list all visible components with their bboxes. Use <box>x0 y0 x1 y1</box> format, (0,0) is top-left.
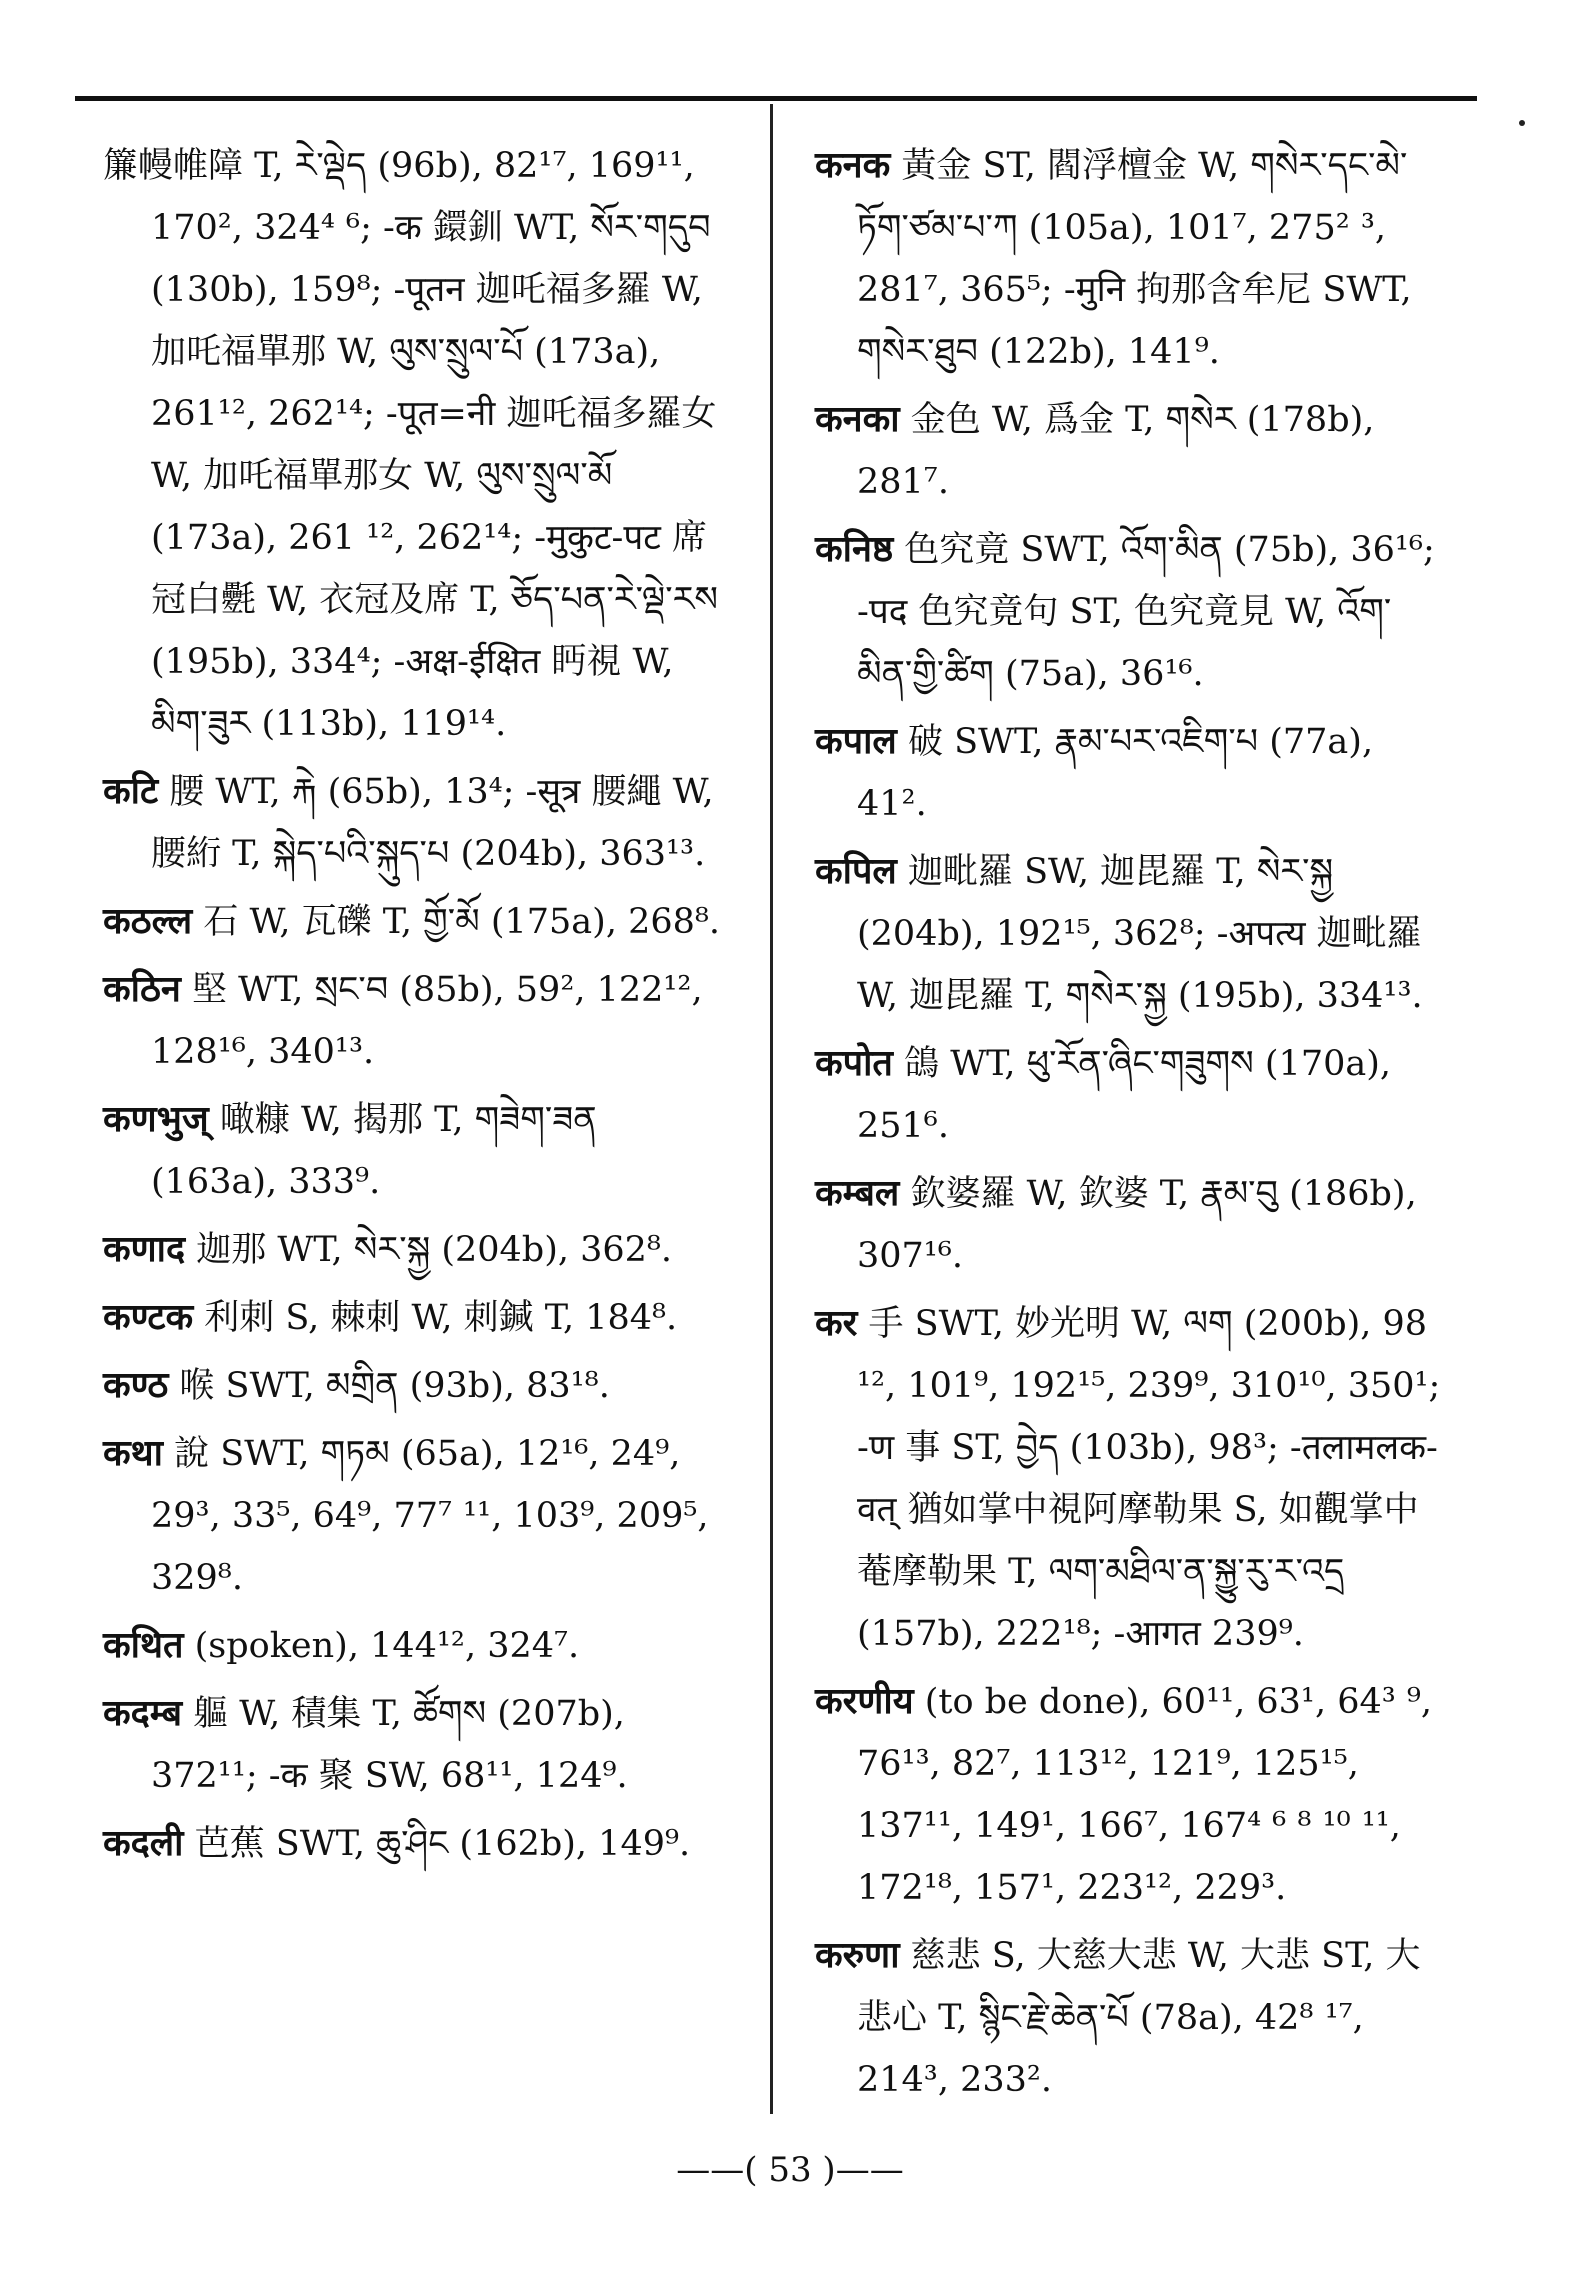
dictionary-entry <box>815 519 1445 705</box>
dictionary-entry <box>103 1423 733 1609</box>
entry-text: 金色 W, 爲金 T, གསེར (178b), 281⁷. <box>857 400 1375 502</box>
entry-text: 破 SWT, རྣམ་པར་འཇིག་པ (77a), 41². <box>857 722 1374 824</box>
dictionary-entry <box>103 1813 733 1875</box>
entry-text: 黃金 ST, 閻浮檀金 W, གསེར་དང་མེ་ཏོག་ཙམ་པ་ཀ (105a), 101⁷, 275² ³, 281⁷, 365⁵; -मुनि 拘那含牟尼 SWT, གསེར་ཐུབ (122b), 141⁹. <box>857 146 1412 372</box>
dictionary-entry <box>103 891 733 953</box>
dictionary-entry <box>103 1089 733 1213</box>
entry-headword: कथित <box>103 1625 184 1666</box>
entry-text: (spoken), 144¹², 324⁷. <box>183 1626 580 1666</box>
speck-mark <box>1519 120 1525 126</box>
entry-headword: कनका <box>815 399 900 440</box>
dictionary-entry <box>103 1683 733 1807</box>
entry-text: 利刺 S, 棘刺 W, 刺鍼 T, 184⁸. <box>193 1298 678 1338</box>
page-number: ——( 53 )—— <box>676 2150 904 2190</box>
dictionary-entry <box>815 711 1445 835</box>
entry-headword: कदली <box>103 1823 184 1864</box>
entry-headword: कम्बल <box>815 1173 900 1214</box>
dictionary-entry <box>103 1355 733 1417</box>
dictionary-entry <box>815 1925 1445 2111</box>
entry-text: 欽婆羅 W, 欽婆 T, རྣམ་བུ (186b), 307¹⁶. <box>857 1174 1417 1276</box>
entry-text: 石 W, 瓦礫 T, གྱོ་མོ (175a), 268⁸. <box>192 902 721 942</box>
dictionary-entry <box>103 1287 733 1349</box>
entry-text: 噉糠 W, 揭那 T, གཟེག་ཟན (163a), 333⁹. <box>151 1100 597 1202</box>
entry-text: 鴿 WT, ཕུ་རོན་ཞིང་གཟུགས (170a), 251⁶. <box>857 1044 1392 1146</box>
entry-headword: कदम्ब <box>103 1693 183 1734</box>
entry-text: 腰 WT, རྐེ (65b), 13⁴; -सूत्र 腰繩 W, 腰絎 T, སྐེད་པའི་སྐུད་པ (204b), 363¹³. <box>151 772 714 874</box>
entry-headword: कनिष्ठ <box>815 529 894 570</box>
dictionary-entry <box>103 761 733 885</box>
entry-headword: कठिन <box>103 969 181 1010</box>
entry-headword: कथा <box>103 1433 163 1474</box>
entry-headword: कण्टक <box>103 1297 194 1338</box>
dictionary-entry <box>103 135 733 755</box>
entry-text: 芭蕉 SWT, ཆུ་ཤིང (162b), 149⁹. <box>183 1824 691 1864</box>
entry-text: 喉 SWT, མགྲིན (93b), 83¹⁸. <box>168 1366 610 1406</box>
dictionary-entry <box>815 1671 1445 1919</box>
entry-headword: कर <box>815 1303 858 1344</box>
right-column <box>815 135 1445 2117</box>
entry-text: 迦那 WT, སེར་སྐྱ (204b), 362⁸. <box>185 1230 673 1270</box>
entry-headword: कणाद <box>103 1229 186 1270</box>
entry-text: 手 SWT, 妙光明 W, ལག (200b), 98 ¹², 101⁹, 192¹⁵, 239⁹, 310¹⁰, 350¹; -ण 事 ST, བྱེད (103b), 98³; -तलामलक-वत् 猶如掌中視阿摩勒果 S, 如觀掌中菴摩勒果 T, ལག་མཐིལ་ན་སྐྱུ་རུ་ར་འདྲ (157b), 222¹⁸; -आगत 239⁹. <box>857 1304 1441 1654</box>
entry-text: 色究竟 SWT, འོག་མིན (75b), 36¹⁶; -पद 色究竟句 ST, 色究竟見 W, འོག་མིན་གྱི་ཚིག (75a), 36¹⁶. <box>857 530 1435 694</box>
entry-headword: करुणा <box>815 1935 900 1976</box>
dictionary-entry <box>815 1293 1445 1665</box>
entry-headword: कटि <box>103 771 159 812</box>
entry-headword: करणीय <box>815 1681 914 1722</box>
left-column <box>103 135 733 1881</box>
entry-text: 軀 W, 積集 T, ཚོགས (207b), 372¹¹; -क 聚 SW, 68¹¹, 124⁹. <box>151 1694 628 1796</box>
entry-text: 慈悲 S, 大慈大悲 W, 大悲 ST, 大悲心 T, སྙིང་རྗེ་ཆེན་པོ (78a), 42⁸ ¹⁷, 214³, 233². <box>857 1936 1421 2100</box>
entry-headword: कण्ठ <box>103 1365 169 1406</box>
entry-headword: कनक <box>815 145 891 186</box>
dictionary-entry <box>815 1033 1445 1157</box>
entry-headword: कणभुज् <box>103 1099 209 1140</box>
entry-text: 堅 WT, སྲང་བ (85b), 59², 122¹², 128¹⁶, 340¹³. <box>151 970 703 1072</box>
entry-text: (to be done), 60¹¹, 63¹, 64³ ⁹, 76¹³, 82⁷, 113¹², 121⁹, 125¹⁵, 137¹¹, 149¹, 166⁷, 167⁴ ⁶ ⁸ ¹⁰ ¹¹, 172¹⁸, 157¹, 223¹², 229³. <box>857 1682 1433 1908</box>
entry-text: 說 SWT, གཏམ (65a), 12¹⁶, 24⁹, 29³, 33⁵, 64⁹, 77⁷ ¹¹, 103⁹, 209⁵, 329⁸. <box>151 1434 709 1598</box>
top-rule <box>75 96 1477 101</box>
dictionary-entry <box>815 389 1445 513</box>
dictionary-entry <box>103 1219 733 1281</box>
column-divider <box>770 104 773 2114</box>
dictionary-entry <box>103 1615 733 1677</box>
entry-text: 迦毗羅 SW, 迦毘羅 T, སེར་སྐྱ (204b), 192¹⁵, 362⁸; -अपत्य 迦毗羅 W, 迦毘羅 T, གསེར་སྐྱ (195b), 334¹³. <box>857 852 1423 1016</box>
dictionary-entry <box>815 135 1445 383</box>
entry-headword: कपिल <box>815 851 897 892</box>
dictionary-entry <box>815 841 1445 1027</box>
dictionary-entry <box>103 959 733 1083</box>
entry-headword: कपोत <box>815 1043 893 1084</box>
dictionary-entry <box>815 1163 1445 1287</box>
entry-headword: कपाल <box>815 721 897 762</box>
entry-headword: कठल्ल <box>103 901 193 942</box>
entry-text: 簾幔帷障 T, རེ་ལྡེད (96b), 82¹⁷, 169¹¹, 170², 324⁴ ⁶; -क 鐶釧 WT, སོར་གདུབ (130b), 159⁸; -पूतन 迦吒福多羅 W, 加吒福單那 W, ལུས་སྲུལ་པོ (173a), 261¹², 262¹⁴; -पूत=नी 迦吒福多羅女 W, 加吒福單那女 W, ལུས་སྲུལ་མོ (173a), 261 ¹², 262¹⁴; -मुकुट-पट 席冠白氎 W, 衣冠及席 T, ཅོད་པན་རེ་ལྡེ་རས (195b), 334⁴; -अक्ष-ईक्षित 眄視 W, མིག་ཟུར (113b), 119¹⁴. <box>103 146 719 744</box>
